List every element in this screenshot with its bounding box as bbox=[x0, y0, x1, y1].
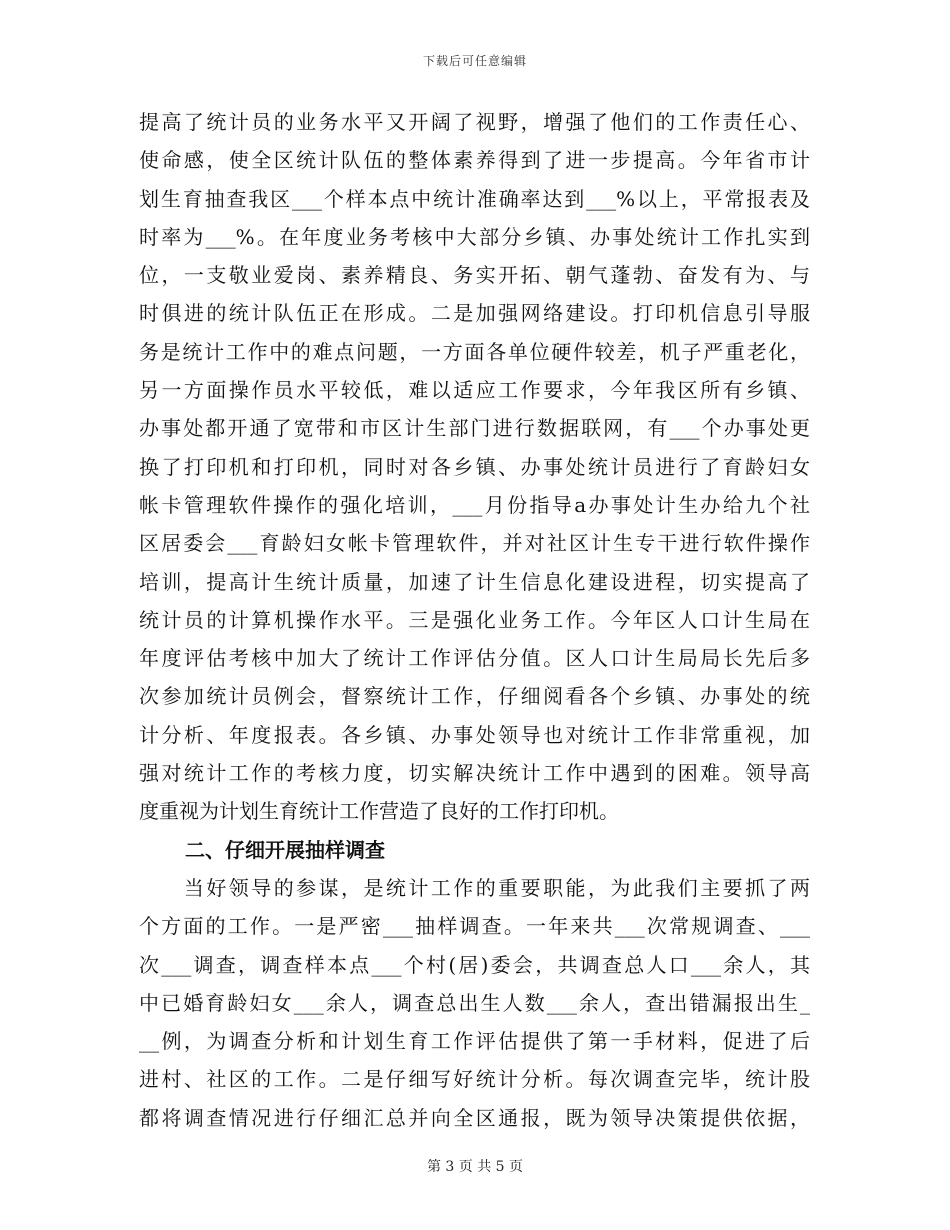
text-line: 中已婚育龄妇女___余人，调查总出生人数___余人，查出错漏报出生_ bbox=[139, 990, 810, 1015]
paragraph-2 bbox=[139, 869, 810, 1137]
text-line: 提高了统计员的业务水平又开阔了视野，增强了他们的工作责任心、 bbox=[139, 110, 810, 134]
text-line: 强对统计工作的考核力度，切实解决统计工作中遇到的困难。领导高 bbox=[139, 761, 810, 786]
text-line: 换了打印机和打印机，同时对各乡镇、办事处统计员进行了育龄妇女 bbox=[139, 454, 810, 479]
text-line: 都将调查情况进行仔细汇总并向全区通报，既为领导决策提供依据， bbox=[139, 1105, 810, 1130]
text-line: 次___调查，调查样本点___个村(居)委会，共调查总人口___余人，其 bbox=[139, 952, 810, 977]
text-line: 当好领导的参谋，是统计工作的重要职能，为此我们主要抓了两 bbox=[139, 875, 810, 900]
text-line: 度重视为计划生育统计工作营造了良好的工作打印机。 bbox=[139, 799, 619, 824]
text-line: 计分析、年度报表。各乡镇、办事处领导也对统计工作非常重视，加 bbox=[139, 722, 810, 747]
text-line: 年度评估考核中加大了统计工作评估分值。区人口计生局局长先后多 bbox=[139, 646, 810, 671]
text-line: 帐卡管理软件操作的强化培训，___月份指导a办事处计生办给九个社 bbox=[139, 492, 810, 517]
text-line: 统计员的计算机操作水平。三是强化业务工作。今年区人口计生局在 bbox=[139, 607, 810, 632]
text-line: 区居委会___育龄妇女帐卡管理软件，并对社区计生专干进行软件操作 bbox=[139, 531, 810, 556]
page-footer: 第 3 页 共 5 页 bbox=[426, 1159, 524, 1175]
text-line: 另一方面操作员水平较低，难以适应工作要求，今年我区所有乡镇、 bbox=[139, 378, 810, 403]
page-header: 下载后可任意编辑 bbox=[422, 54, 527, 68]
text-line: 务是统计工作中的难点问题，一方面各单位硬件较差，机子严重老化， bbox=[139, 339, 810, 364]
text-line: 办事处都开通了宽带和市区计生部门进行数据联网，有___个办事处更 bbox=[139, 416, 810, 441]
text-line: 进村、社区的工作。二是仔细写好统计分析。每次调查完毕，统计股 bbox=[139, 1067, 810, 1092]
text-line: __例，为调查分析和计划生育工作评估提供了第一手材料，促进了后 bbox=[139, 1029, 810, 1054]
text-line: 时率为___%。在年度业务考核中大部分乡镇、办事处统计工作扎实到 bbox=[139, 224, 810, 249]
text-line: 时俱进的统计队伍正在形成。二是加强网络建设。打印机信息引导服 bbox=[139, 301, 810, 326]
text-line: 培训，提高计生统计质量，加速了计生信息化建设进程，切实提高了 bbox=[139, 569, 810, 594]
text-line: 使命感，使全区统计队伍的整体素养得到了进一步提高。今年省市计 bbox=[139, 148, 810, 173]
document-body bbox=[139, 103, 810, 1137]
section-heading: 二、仔细开展抽样调查 bbox=[185, 837, 385, 862]
text-line: 次参加统计员例会，督察统计工作，仔细阅看各个乡镇、办事处的统 bbox=[139, 684, 810, 709]
text-line: 位，一支敬业爱岗、素养精良、务实开拓、朝气蓬勃、奋发有为、与 bbox=[139, 263, 810, 288]
paragraph-1 bbox=[139, 103, 810, 831]
text-line: 划生育抽查我区___个样本点中统计准确率达到___%以上，平常报表及 bbox=[139, 186, 810, 211]
text-line: 个方面的工作。一是严密___抽样调查。一年来共___次常规调查、___ bbox=[139, 914, 810, 939]
